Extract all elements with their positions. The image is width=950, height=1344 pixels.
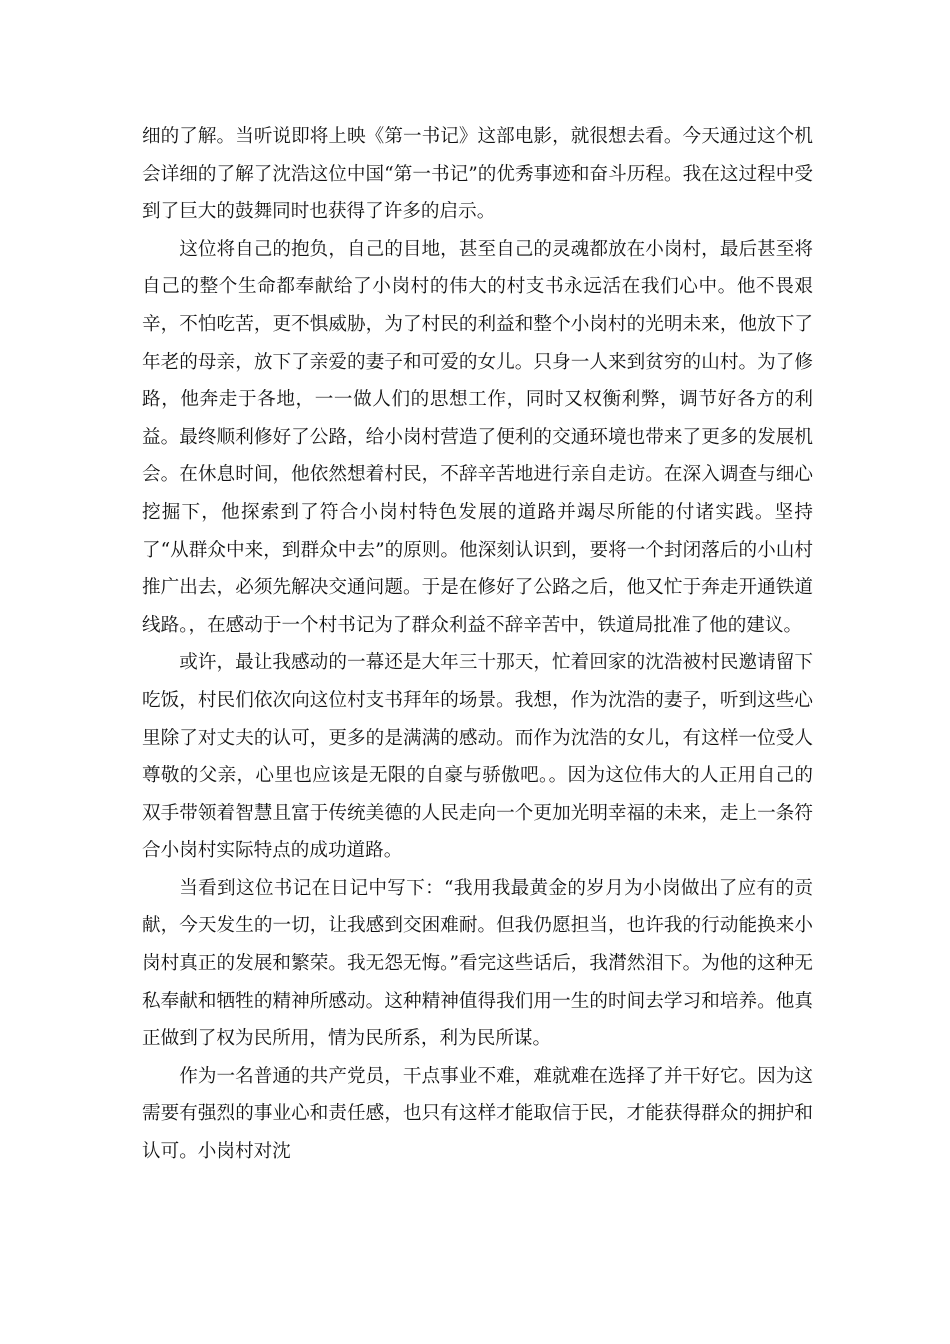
paragraph-2: 这位将自己的抱负，自己的目地，甚至自己的灵魂都放在小岗村，最后甚至将自己的整个生命都奉献给了小岗村的伟大的村支书永远活在我们心中。他不畏艰辛，不怕吃苦，更不惧威胁，为了村民的利益和整个小岗村的光明未来，他放下了年老的母亲，放下了亲爱的妻子和可爱的女儿。只身一人来到贫穷的山村。为了修路，他奔走于各地，一一做人们的思想工作，同时又权衡利弊，调节好各方的利益。最终顺利修好了公路，给小岗村营造了便利的交通环境也带来了更多的发展机会。在休息时间，他依然想着村民，不辞辛苦地进行亲自走访。在深入调查与细心挖掘下，他探索到了符合小岗村特色发展的道路并竭尽所能的付诸实践。坚持了“从群众中来，到群众中去”的原则。他深刻认识到，要将一个封闭落后的小山村推广出去，必须先解决交通问题。于是在修好了公路之后，他又忙于奔走开通铁道线路。，在感动于一个村书记为了群众利益不辞辛苦中，铁道局批准了他的建议。 — [142, 238, 813, 636]
body-text — [142, 118, 813, 1171]
paragraph-1: 细的了解。当听说即将上映《第一书记》这部电影，就很想去看。今天通过这个机会详细的了解了沈浩这位中国“第一书记”的优秀事迹和奋斗历程。我在这过程中受到了巨大的鼓舞同时也获得了许多的启示。 — [142, 126, 813, 223]
paragraph-5: 作为一名普通的共产党员，干点事业不难，难就难在选择了并干好它。因为这需要有强烈的事业心和责任感，也只有这样才能取信于民，才能获得群众的拥护和认可。小岗村对沈 — [142, 1065, 813, 1163]
paragraph-3: 或许，最让我感动的一幕还是大年三十那天，忙着回家的沈浩被村民邀请留下吃饭，村民们依次向这位村支书拜年的场景。我想，作为沈浩的妻子，听到这些心里除了对丈夫的认可，更多的是满满的感动。而作为沈浩的女儿，有这样一位受人尊敬的父亲，心里也应该是无限的自豪与骄傲吧。。因为这位伟大的人正用自己的双手带领着智慧且富于传统美德的人民走向一个更加光明幸福的未来，走上一条符合小岗村实际特点的成功道路。 — [142, 652, 813, 862]
paragraph-4: 当看到这位书记在日记中写下：“我用我最黄金的岁月为小岗做出了应有的贡献，今天发生的一切，让我感到交困难耐。但我仍愿担当，也许我的行动能换来小岗村真正的发展和繁荣。我无怨无悔。”看完这些话后，我潸然泪下。为他的这种无私奉献和牺牲的精神所感动。这种精神值得我们用一生的时间去学习和培养。他真正做到了权为民所用，情为民所系，利为民所谋。 — [142, 877, 813, 1050]
